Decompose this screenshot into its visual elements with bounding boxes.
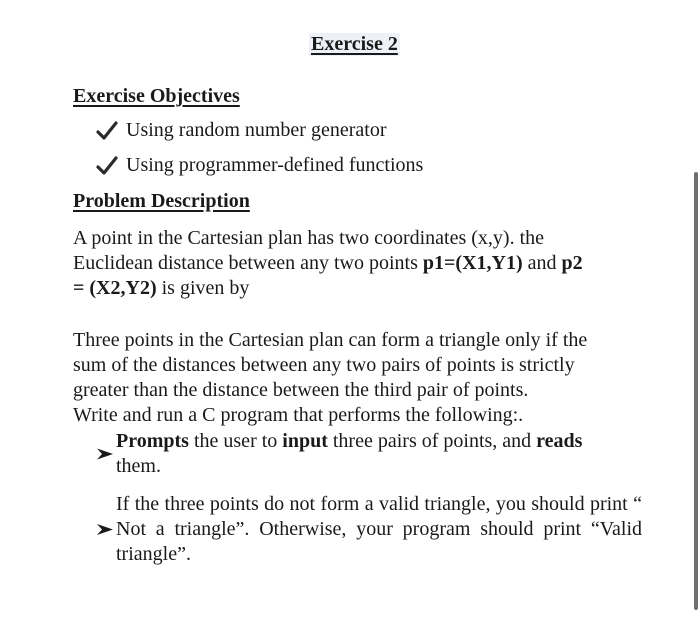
objective-item bbox=[96, 154, 423, 177]
problem-paragraph-1 bbox=[73, 226, 643, 301]
arrowhead-icon bbox=[96, 492, 116, 567]
bold-text: input bbox=[282, 430, 328, 452]
text-segment: is given by bbox=[156, 277, 250, 299]
text-line: sum of the distances between any two pairs of points is strictly bbox=[73, 354, 575, 376]
bullet-text: If the three points do not form a valid triangle, you should print “ Not a triangle”. Otherwise, your program should print “Valid triangle”. bbox=[116, 493, 642, 565]
bullet-text bbox=[116, 429, 642, 479]
text-segment: three pairs of points, and bbox=[327, 430, 537, 452]
problem-heading: Problem Description bbox=[73, 190, 250, 212]
text-segment: and bbox=[522, 252, 562, 274]
text-line: greater than the distance between the third pair of points. bbox=[73, 379, 529, 401]
objective-label: Using random number generator bbox=[126, 119, 387, 141]
objective-label: Using programmer-defined functions bbox=[126, 154, 424, 176]
point-p2: p2 bbox=[561, 252, 583, 274]
vertical-scrollbar[interactable] bbox=[694, 172, 698, 610]
text-segment: Euclidean distance between any two points bbox=[73, 252, 423, 274]
problem-paragraph-2 bbox=[73, 328, 643, 428]
text-line: A point in the Cartesian plan has two coordinates (x,y). the bbox=[73, 227, 545, 249]
text-line: Three points in the Cartesian plan can form a triangle only if the bbox=[73, 329, 588, 351]
text-segment: the user to bbox=[188, 430, 283, 452]
bullet-item bbox=[96, 429, 642, 479]
point-p2-coords: = (X2,Y2) bbox=[73, 277, 157, 299]
checkmark-icon bbox=[96, 120, 118, 142]
text-segment: them. bbox=[116, 455, 161, 477]
text-line: Write and run a C program that performs the following:. bbox=[73, 404, 524, 426]
bullet-item bbox=[96, 492, 642, 567]
arrowhead-icon bbox=[96, 429, 116, 479]
objectives-heading: Exercise Objectives bbox=[73, 85, 240, 107]
exercise-title: Exercise 2 bbox=[311, 33, 398, 55]
checkmark-icon bbox=[96, 155, 118, 177]
objective-item bbox=[96, 119, 386, 142]
point-p1: p1=(X1,Y1) bbox=[422, 252, 523, 274]
bold-text: Prompts bbox=[116, 430, 189, 452]
bold-text: reads bbox=[536, 430, 583, 452]
